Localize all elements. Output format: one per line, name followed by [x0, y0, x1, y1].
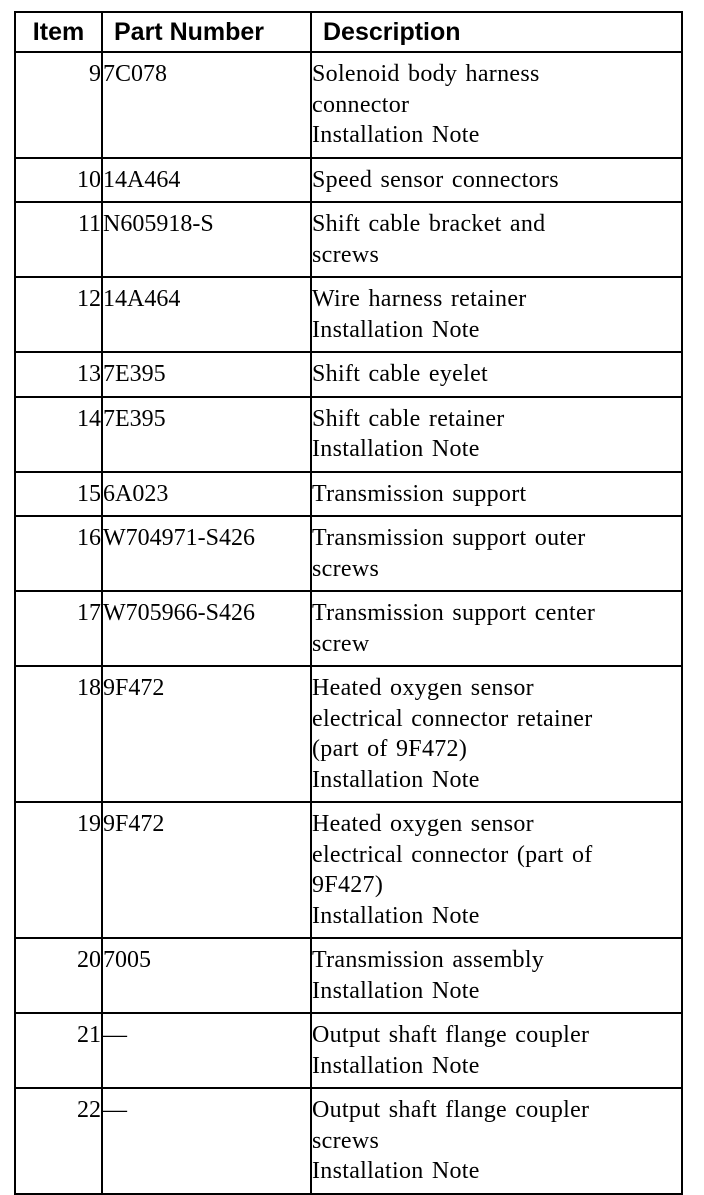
description	[311, 802, 682, 938]
part-number: W705966-S426	[102, 591, 311, 666]
description-line: Heated oxygen sensor	[312, 811, 534, 837]
item-number: 22	[15, 1088, 102, 1194]
part-number: 9F472	[102, 802, 311, 938]
table-row	[15, 591, 682, 666]
header-part-number: Part Number	[102, 12, 311, 52]
description	[311, 158, 682, 203]
description-line: Installation Note	[312, 436, 480, 462]
description-line: Speed sensor connectors	[312, 166, 559, 193]
description-line: 9F427)	[312, 872, 384, 898]
description-line: screws	[312, 555, 380, 582]
description-line: Transmission support	[312, 480, 527, 507]
item-number: 10	[15, 158, 102, 203]
description-line: Transmission assembly	[312, 947, 545, 973]
description	[311, 516, 682, 591]
part-number: 7005	[102, 938, 311, 1013]
table-row	[15, 938, 682, 1013]
table-row	[15, 52, 682, 158]
description	[311, 666, 682, 802]
table-row	[15, 397, 682, 472]
part-number: 14A464	[102, 277, 311, 352]
table-row	[15, 1013, 682, 1088]
description-line: Heated oxygen sensor	[312, 675, 534, 701]
header-item: Item	[15, 12, 102, 52]
description-line: Transmission support center	[312, 600, 596, 626]
table-row	[15, 202, 682, 277]
table-body	[15, 52, 682, 1194]
part-number: —	[102, 1013, 311, 1088]
part-number: 7E395	[102, 352, 311, 397]
description-line: Shift cable eyelet	[312, 361, 488, 387]
item-number: 16	[15, 516, 102, 591]
description-line: electrical connector retainer	[312, 705, 593, 732]
description-line: Shift cable bracket and	[312, 211, 546, 237]
table-row	[15, 516, 682, 591]
part-number: —	[102, 1088, 311, 1194]
description-line: Shift cable retainer	[312, 405, 505, 432]
description	[311, 1013, 682, 1088]
table-row	[15, 1088, 682, 1194]
item-number: 14	[15, 397, 102, 472]
table-row	[15, 277, 682, 352]
table-row	[15, 802, 682, 938]
description	[311, 352, 682, 397]
table-row	[15, 352, 682, 397]
description-line: screws	[312, 1127, 380, 1154]
table-row	[15, 472, 682, 517]
item-number: 15	[15, 472, 102, 517]
description-line: Installation Note	[312, 122, 480, 148]
description	[311, 1088, 682, 1194]
description-line: Installation Note	[312, 977, 480, 1004]
part-number: 9F472	[102, 666, 311, 802]
description-line: (part of 9F472)	[312, 736, 468, 762]
description-line: Installation Note	[312, 316, 480, 343]
item-number: 19	[15, 802, 102, 938]
description-line: Installation Note	[312, 1158, 480, 1184]
item-number: 9	[15, 52, 102, 158]
header-description: Description	[311, 12, 682, 52]
description-line: Wire harness retainer	[312, 286, 527, 312]
description-line: Installation Note	[312, 766, 480, 793]
description-line: electrical connector (part of	[312, 841, 593, 868]
part-number: W704971-S426	[102, 516, 311, 591]
part-number: 6A023	[102, 472, 311, 517]
item-number: 18	[15, 666, 102, 802]
description-line: Installation Note	[312, 902, 480, 929]
table-row	[15, 158, 682, 203]
item-number: 17	[15, 591, 102, 666]
item-number: 20	[15, 938, 102, 1013]
table-row	[15, 666, 682, 802]
description-line: screws	[312, 241, 380, 268]
description	[311, 52, 682, 158]
description-line: Installation Note	[312, 1052, 480, 1079]
header-row	[15, 12, 682, 52]
item-number: 21	[15, 1013, 102, 1088]
description	[311, 472, 682, 517]
item-number: 13	[15, 352, 102, 397]
part-number: 7E395	[102, 397, 311, 472]
description	[311, 277, 682, 352]
description	[311, 397, 682, 472]
parts-table	[14, 11, 683, 1195]
table-header	[15, 12, 682, 52]
item-number: 11	[15, 202, 102, 277]
description-line: Output shaft flange coupler	[312, 1097, 590, 1123]
description	[311, 591, 682, 666]
description-line: connector	[312, 91, 410, 118]
part-number: 7C078	[102, 52, 311, 158]
description-line: Solenoid body harness	[312, 61, 540, 87]
description-line: Output shaft flange coupler	[312, 1022, 590, 1048]
description-line: Transmission support outer	[312, 525, 586, 551]
description-line: screw	[312, 630, 370, 657]
item-number: 12	[15, 277, 102, 352]
description	[311, 202, 682, 277]
part-number: N605918-S	[102, 202, 311, 277]
description	[311, 938, 682, 1013]
part-number: 14A464	[102, 158, 311, 203]
